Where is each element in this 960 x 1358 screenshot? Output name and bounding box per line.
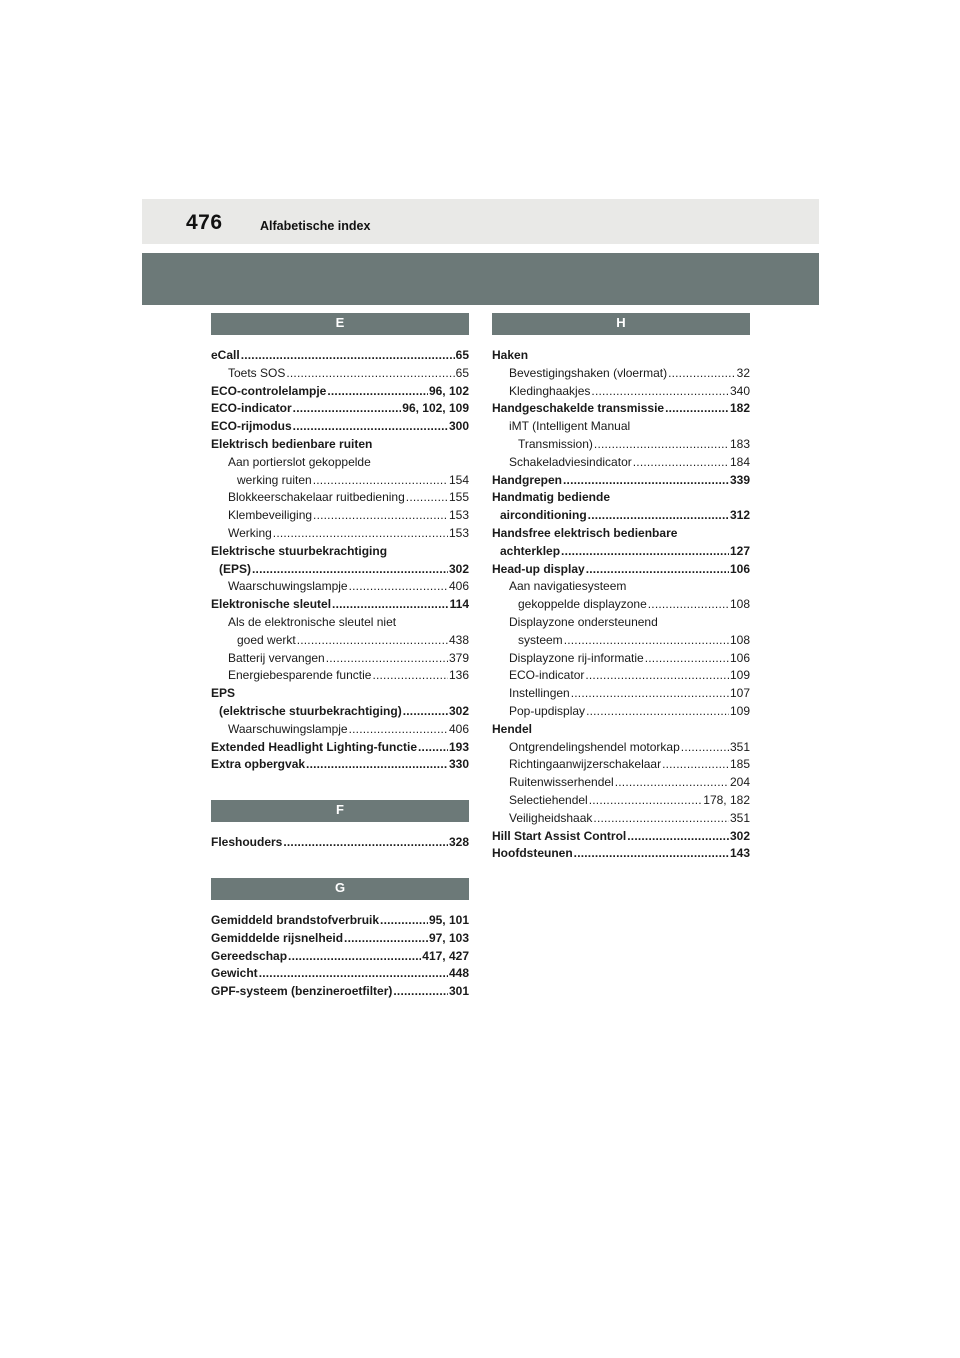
index-entry-heading: EPS xyxy=(211,686,236,701)
index-entry[interactable]: Hill Start Assist Control ..... 302 xyxy=(492,828,750,846)
section-letter-f: F xyxy=(211,800,469,822)
section-letter-e: E xyxy=(211,313,469,335)
index-entry-heading: Elektrisch bedienbare ruiten xyxy=(211,436,373,451)
page-ref: 143 xyxy=(729,846,750,861)
index-subentry[interactable]: Displayzone rij-informatie ..... 106 xyxy=(492,650,750,668)
page-ref: 406 xyxy=(448,579,469,594)
page-ref: 65 xyxy=(455,348,469,362)
page-ref: 109 xyxy=(729,668,750,683)
index-entry[interactable]: (elektrische stuurbekrachtiging) ..... 302 xyxy=(211,703,469,721)
page-ref: 204 xyxy=(729,775,750,790)
page-ref: 65 xyxy=(455,365,469,380)
index-subentry[interactable]: Blokkeerschakelaar ruitbediening ..... 155 xyxy=(211,489,469,507)
index-entry[interactable]: ECO-controlelampje ..... 96, 102 xyxy=(211,383,469,401)
page-ref: 339 xyxy=(729,472,750,487)
index-entry[interactable]: ECO-rijmodus ..... 300 xyxy=(211,418,469,436)
page-ref: 328 xyxy=(448,835,469,850)
index-subentry-heading: Aan navigatiesysteem xyxy=(509,579,627,594)
index-subentry[interactable]: Veiligheidshaak ..... 351 xyxy=(492,810,750,828)
index-subentry[interactable]: Werking ..... 153 xyxy=(211,525,469,543)
page-ref: 136 xyxy=(448,668,469,683)
header-band xyxy=(142,253,819,305)
index-entry[interactable]: GPF-systeem (benzineroetfilter) ..... 301 xyxy=(211,983,469,1001)
page-ref: 406 xyxy=(448,721,469,736)
page-ref: 106 xyxy=(729,561,750,576)
index-subentry[interactable]: Selectiehendel ..... 178, 182 xyxy=(492,792,750,810)
page-ref: 95, 101 xyxy=(428,912,469,927)
index-subentry[interactable]: Schakeladviesindicator ..... 184 xyxy=(492,454,750,472)
index-subentry[interactable]: goed werkt ..... 438 xyxy=(211,632,469,650)
page-ref: 97, 103 xyxy=(428,930,469,945)
page-ref: 302 xyxy=(729,828,750,843)
index-column-left xyxy=(211,313,469,1027)
index-subentry[interactable]: Klembeveiliging ..... 153 xyxy=(211,507,469,525)
index-subentry[interactable]: Ontgrendelingshendel motorkap ..... 351 xyxy=(492,739,750,757)
page-ref: 183 xyxy=(729,436,750,451)
index-subentry[interactable]: Richtingaanwijzerschakelaar ..... 185 xyxy=(492,756,750,774)
index-entry[interactable]: Gemiddelde rijsnelheid ..... 97, 103 xyxy=(211,930,469,948)
page-ref: 312 xyxy=(729,508,750,523)
page-ref: 184 xyxy=(729,454,750,469)
page-ref: 155 xyxy=(448,490,469,505)
page-ref: 300 xyxy=(448,419,469,434)
index-subentry[interactable]: systeem ..... 108 xyxy=(492,632,750,650)
section-f xyxy=(211,800,469,852)
page-ref: 330 xyxy=(448,757,469,772)
page-ref: 417, 427 xyxy=(422,948,469,963)
page-ref: 448 xyxy=(448,966,469,981)
page-ref: 96, 102, 109 xyxy=(402,401,469,416)
index-subentry[interactable]: Bevestigingshaken (vloermat) ..... 32 xyxy=(492,365,750,383)
index-entry[interactable]: eCall ..... 65 xyxy=(211,347,469,365)
index-subentry[interactable]: Toets SOS ..... 65 xyxy=(211,365,469,383)
index-entry[interactable]: Hoofdsteunen ..... 143 xyxy=(492,845,750,863)
page-ref: 114 xyxy=(449,597,469,612)
page-ref: 108 xyxy=(729,597,750,612)
index-entry[interactable]: Gereedschap ..... 417, 427 xyxy=(211,948,469,966)
index-subentry[interactable]: Waarschuwingslampje ..... 406 xyxy=(211,578,469,596)
index-entry-heading: Elektrische stuurbekrachtiging xyxy=(211,543,388,558)
page-ref: 185 xyxy=(729,757,750,772)
section-e xyxy=(211,313,469,774)
index-entry[interactable]: achterklep ..... 127 xyxy=(492,543,750,561)
index-subentry[interactable]: Transmission) ..... 183 xyxy=(492,436,750,454)
page-ref: 109 xyxy=(729,703,750,718)
index-entry-heading: Hendel xyxy=(492,721,533,736)
index-subentry[interactable]: werking ruiten ..... 154 xyxy=(211,472,469,490)
index-subentry[interactable]: Instellingen ..... 107 xyxy=(492,685,750,703)
index-column-right xyxy=(492,313,750,889)
index-subentry[interactable]: gekoppelde displayzone ..... 108 xyxy=(492,596,750,614)
index-entry[interactable]: Elektronische sleutel ..... 114 xyxy=(211,596,469,614)
index-entry[interactable]: Head-up display ..... 106 xyxy=(492,561,750,579)
page-ref: 302 xyxy=(448,703,469,718)
page-ref: 301 xyxy=(448,984,469,999)
index-entry[interactable]: Extended Headlight Lighting-functie ..... 193 xyxy=(211,739,469,757)
header-bar xyxy=(142,199,819,244)
page-ref: 302 xyxy=(448,561,469,576)
page-number: 476 xyxy=(186,211,223,234)
page-ref: 340 xyxy=(729,383,750,398)
index-subentry[interactable]: Kledinghaakjes ..... 340 xyxy=(492,383,750,401)
section-letter-h: H xyxy=(492,313,750,335)
index-entry-heading: Handsfree elektrisch bedienbare xyxy=(492,525,678,540)
page-ref: 351 xyxy=(729,739,750,754)
index-subentry-heading: Displayzone ondersteunend xyxy=(509,614,658,629)
page-ref: 379 xyxy=(448,650,469,665)
section-h xyxy=(492,313,750,863)
index-entry[interactable]: Fleshouders ..... 328 xyxy=(211,834,469,852)
page-ref: 182 xyxy=(729,401,750,416)
index-entry[interactable]: ECO-indicator ..... 96, 102, 109 xyxy=(211,400,469,418)
page-ref: 178, 182 xyxy=(703,792,750,807)
page-ref: 153 xyxy=(448,508,469,523)
page-ref: 193 xyxy=(448,739,469,754)
page-ref: 106 xyxy=(729,650,750,665)
index-entry[interactable]: (EPS) ..... 302 xyxy=(211,561,469,579)
index-entry[interactable]: airconditioning ..... 312 xyxy=(492,507,750,525)
index-subentry[interactable]: Pop-updisplay ..... 109 xyxy=(492,703,750,721)
index-subentry-heading: iMT (Intelligent Manual xyxy=(509,419,631,434)
page-ref: 96, 102 xyxy=(428,383,469,398)
index-entry[interactable]: Extra opbergvak ..... 330 xyxy=(211,756,469,774)
index-subentry-heading: Aan portierslot gekoppelde xyxy=(228,454,371,469)
page-ref: 154 xyxy=(448,472,469,487)
section-letter-g: G xyxy=(211,878,469,900)
index-entry[interactable]: Gemiddeld brandstofverbruik ..... 95, 101 xyxy=(211,912,469,930)
index-entry[interactable]: Handgrepen ..... 339 xyxy=(492,472,750,490)
page-ref: 153 xyxy=(448,525,469,540)
index-entry-heading: Handmatig bediende xyxy=(492,490,611,505)
index-subentry[interactable]: Batterij vervangen ..... 379 xyxy=(211,650,469,668)
page-ref: 108 xyxy=(729,632,750,647)
page-ref: 438 xyxy=(448,632,469,647)
index-subentry[interactable]: ECO-indicator ..... 109 xyxy=(492,667,750,685)
page-title: Alfabetische index xyxy=(260,219,371,233)
page-ref: 32 xyxy=(736,365,750,380)
index-entry[interactable]: Handgeschakelde transmissie ..... 182 xyxy=(492,400,750,418)
section-g xyxy=(211,878,469,1001)
index-subentry[interactable]: Waarschuwingslampje ..... 406 xyxy=(211,721,469,739)
index-subentry-heading: Als de elektronische sleutel niet xyxy=(228,614,397,629)
index-entry-heading: Haken xyxy=(492,348,529,362)
index-subentry[interactable]: Energiebesparende functie ..... 136 xyxy=(211,667,469,685)
index-entry[interactable]: Gewicht ..... 448 xyxy=(211,965,469,983)
page-ref: 127 xyxy=(729,543,750,558)
index-subentry[interactable]: Ruitenwisserhendel ..... 204 xyxy=(492,774,750,792)
page-ref: 351 xyxy=(729,810,750,825)
page-ref: 107 xyxy=(729,686,750,701)
